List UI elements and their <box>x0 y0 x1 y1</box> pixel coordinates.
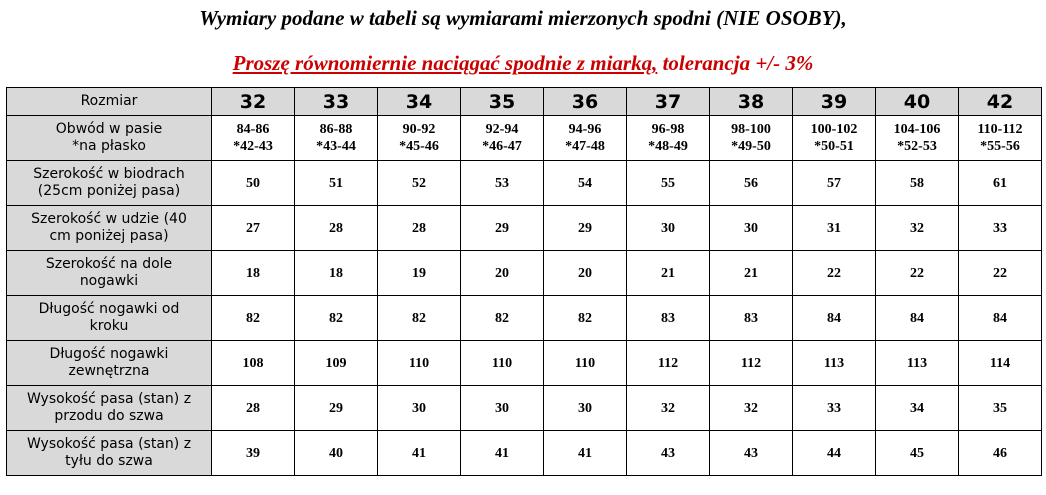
table-cell <box>212 161 295 206</box>
row-label <box>7 251 212 296</box>
row-label-line: Szerokość w biodrach <box>33 166 185 182</box>
table-cell <box>544 251 627 296</box>
table-cell <box>959 296 1042 341</box>
table-cell <box>544 116 627 161</box>
table-cell <box>876 296 959 341</box>
table-cell <box>710 296 793 341</box>
cell-value: 94-96 <box>568 122 602 137</box>
cell-value: 45 <box>910 445 924 461</box>
table-cell <box>295 386 378 431</box>
cell-value: 19 <box>412 265 426 281</box>
table-cell <box>959 161 1042 206</box>
table-cell <box>461 251 544 296</box>
row-label <box>7 386 212 431</box>
table-cell <box>710 161 793 206</box>
table-cell <box>378 341 461 386</box>
table-cell <box>212 296 295 341</box>
table-row <box>7 386 1042 431</box>
cell-value: 41 <box>495 445 509 461</box>
table-cell <box>876 161 959 206</box>
cell-value: 43 <box>661 445 675 461</box>
cell-value: 53 <box>495 175 509 191</box>
table-cell <box>378 161 461 206</box>
cell-value: 29 <box>495 220 509 236</box>
size-header-39: 39 <box>793 88 876 116</box>
cell-value: 40 <box>329 445 343 461</box>
table-row <box>7 296 1042 341</box>
table-cell <box>378 296 461 341</box>
table-cell <box>378 206 461 251</box>
table-cell <box>876 251 959 296</box>
table-cell <box>544 296 627 341</box>
cell-value: 90-92 <box>402 122 436 137</box>
cell-value: 96-98 <box>651 122 685 137</box>
row-label-line: nogawki <box>79 273 139 289</box>
cell-value: 30 <box>744 220 758 236</box>
cell-value: *47-48 <box>565 139 605 154</box>
cell-value: 114 <box>989 355 1011 371</box>
cell-value: 82 <box>246 310 260 326</box>
table-cell <box>544 431 627 476</box>
table-cell <box>461 116 544 161</box>
size-chart-table <box>6 87 1042 476</box>
table-cell <box>544 161 627 206</box>
table-cell <box>793 296 876 341</box>
table-cell <box>461 206 544 251</box>
cell-value: 57 <box>827 175 841 191</box>
table-cell <box>461 386 544 431</box>
cell-value: 30 <box>495 400 509 416</box>
table-cell <box>461 296 544 341</box>
table-cell <box>876 116 959 161</box>
table-cell <box>295 251 378 296</box>
cell-value: 113 <box>823 355 845 371</box>
cell-value: 100-102 <box>810 122 858 137</box>
heading-tolerance-text: tolerancja +/- 3% <box>657 51 814 75</box>
table-cell <box>212 386 295 431</box>
table-cell <box>544 206 627 251</box>
cell-value: *52-53 <box>897 139 937 154</box>
row-label-line: Długość nogawki <box>49 346 169 362</box>
cell-value: 50 <box>246 175 260 191</box>
cell-value: 61 <box>993 175 1007 191</box>
heading-measurement-note: Wymiary podane w tabeli są wymiarami mierzonych spodni (NIE OSOBY), <box>199 6 847 30</box>
table-cell <box>627 161 710 206</box>
cell-value: *42-43 <box>233 139 273 154</box>
cell-value: *45-46 <box>399 139 439 154</box>
size-header-37: 37 <box>627 88 710 116</box>
row-label <box>7 296 212 341</box>
cell-value: 92-94 <box>485 122 519 137</box>
cell-value: *48-49 <box>648 139 688 154</box>
table-cell <box>378 431 461 476</box>
cell-value: 32 <box>744 400 758 416</box>
cell-value: 82 <box>495 310 509 326</box>
table-cell <box>793 341 876 386</box>
table-row <box>7 116 1042 161</box>
cell-value: 84 <box>910 310 924 326</box>
size-header-35: 35 <box>461 88 544 116</box>
table-cell <box>295 116 378 161</box>
cell-value: 110 <box>574 355 596 371</box>
table-cell <box>212 116 295 161</box>
table-cell <box>959 251 1042 296</box>
cell-value: 21 <box>661 265 675 281</box>
cell-value: 30 <box>578 400 592 416</box>
cell-value: 83 <box>661 310 675 326</box>
row-label-line: kroku <box>89 318 129 334</box>
row-label-line: (25cm poniżej pasa) <box>37 183 181 199</box>
row-label <box>7 341 212 386</box>
table-cell <box>710 341 793 386</box>
cell-value: 29 <box>329 400 343 416</box>
size-header-33: 33 <box>295 88 378 116</box>
table-cell <box>461 431 544 476</box>
cell-value: 43 <box>744 445 758 461</box>
row-label <box>7 116 212 161</box>
table-cell <box>461 161 544 206</box>
cell-value: 58 <box>910 175 924 191</box>
cell-value: 113 <box>906 355 928 371</box>
cell-value: 29 <box>578 220 592 236</box>
cell-value: 22 <box>993 265 1007 281</box>
cell-value: 84 <box>993 310 1007 326</box>
cell-value: 82 <box>578 310 592 326</box>
cell-value: 30 <box>412 400 426 416</box>
cell-value: 46 <box>993 445 1007 461</box>
table-cell <box>461 341 544 386</box>
cell-value: 41 <box>578 445 592 461</box>
cell-value: 83 <box>744 310 758 326</box>
table-cell <box>627 251 710 296</box>
cell-value: 18 <box>329 265 343 281</box>
table-cell <box>710 116 793 161</box>
table-cell <box>710 206 793 251</box>
table-cell <box>876 206 959 251</box>
table-cell <box>212 206 295 251</box>
row-label-line: Obwód w pasie <box>55 121 163 137</box>
table-cell <box>544 386 627 431</box>
heading-tolerance-note <box>0 51 1046 76</box>
size-header-38: 38 <box>710 88 793 116</box>
cell-value: 56 <box>744 175 758 191</box>
cell-value: 51 <box>329 175 343 191</box>
cell-value: 86-88 <box>319 122 353 137</box>
cell-value: 31 <box>827 220 841 236</box>
row-label-line: Szerokość w udzie (40 <box>31 211 187 227</box>
table-row <box>7 206 1042 251</box>
cell-value: 28 <box>246 400 260 416</box>
table-cell <box>544 341 627 386</box>
size-header-label: Rozmiar <box>7 88 212 116</box>
cell-value: 39 <box>246 445 260 461</box>
row-label-line: przodu do szwa <box>54 408 164 424</box>
row-label-line: Wysokość pasa (stan) z <box>26 436 192 452</box>
table-cell <box>793 206 876 251</box>
cell-value: 108 <box>242 355 264 371</box>
cell-value: 22 <box>827 265 841 281</box>
row-label-line: Wysokość pasa (stan) z <box>26 391 192 407</box>
row-label-line: cm poniżej pasa) <box>49 228 169 244</box>
cell-value: 41 <box>412 445 426 461</box>
size-header-40: 40 <box>876 88 959 116</box>
cell-value: 109 <box>325 355 347 371</box>
cell-value: *46-47 <box>482 139 522 154</box>
cell-value: 110-112 <box>977 122 1023 137</box>
table-row <box>7 251 1042 296</box>
table-cell <box>295 206 378 251</box>
size-header-32: 32 <box>212 88 295 116</box>
table-cell <box>710 386 793 431</box>
cell-value: 32 <box>910 220 924 236</box>
table-cell <box>378 386 461 431</box>
size-header-row <box>7 88 1042 116</box>
cell-value: 110 <box>408 355 430 371</box>
row-label-line: tyłu do szwa <box>65 453 153 469</box>
cell-value: 27 <box>246 220 260 236</box>
table-cell <box>959 116 1042 161</box>
heading-instruction-underlined: Proszę równomiernie naciągać spodnie z miarką, <box>232 51 658 75</box>
cell-value: 82 <box>412 310 426 326</box>
table-cell <box>212 431 295 476</box>
table-cell <box>378 116 461 161</box>
cell-value: 110 <box>491 355 513 371</box>
cell-value: 44 <box>827 445 841 461</box>
table-cell <box>876 386 959 431</box>
cell-value: 104-106 <box>893 122 941 137</box>
cell-value: *43-44 <box>316 139 356 154</box>
cell-value: *50-51 <box>814 139 854 154</box>
table-cell <box>793 386 876 431</box>
table-cell <box>295 431 378 476</box>
table-cell <box>959 341 1042 386</box>
table-cell <box>627 296 710 341</box>
table-cell <box>212 251 295 296</box>
table-cell <box>959 431 1042 476</box>
cell-value: 28 <box>329 220 343 236</box>
cell-value: *49-50 <box>731 139 771 154</box>
table-cell <box>627 206 710 251</box>
table-cell <box>959 386 1042 431</box>
cell-value: 18 <box>246 265 260 281</box>
row-label-line: zewnętrzna <box>68 363 150 379</box>
cell-value: 32 <box>661 400 675 416</box>
cell-value: 22 <box>910 265 924 281</box>
table-row <box>7 431 1042 476</box>
table-cell <box>627 116 710 161</box>
cell-value: 30 <box>661 220 675 236</box>
table-cell <box>627 386 710 431</box>
cell-value: 55 <box>661 175 675 191</box>
row-label <box>7 431 212 476</box>
table-cell <box>793 161 876 206</box>
row-label-line: Szerokość na dole <box>45 256 173 272</box>
table-cell <box>212 341 295 386</box>
cell-value: 21 <box>744 265 758 281</box>
cell-value: 84 <box>827 310 841 326</box>
cell-value: 54 <box>578 175 592 191</box>
cell-value: 84-86 <box>236 122 270 137</box>
table-cell <box>295 341 378 386</box>
cell-value: 35 <box>993 400 1007 416</box>
cell-value: 52 <box>412 175 426 191</box>
cell-value: 28 <box>412 220 426 236</box>
table-cell <box>627 341 710 386</box>
table-cell <box>710 431 793 476</box>
cell-value: 33 <box>993 220 1007 236</box>
cell-value: 20 <box>495 265 509 281</box>
table-cell <box>959 206 1042 251</box>
cell-value: 98-100 <box>731 122 771 137</box>
table-cell <box>793 116 876 161</box>
table-cell <box>876 431 959 476</box>
table-cell <box>378 251 461 296</box>
table-row <box>7 341 1042 386</box>
cell-value: 112 <box>657 355 679 371</box>
table-cell <box>295 296 378 341</box>
cell-value: 33 <box>827 400 841 416</box>
cell-value: 20 <box>578 265 592 281</box>
cell-value: *55-56 <box>980 139 1020 154</box>
table-cell <box>295 161 378 206</box>
row-label-line: Długość nogawki od <box>38 301 180 317</box>
table-cell <box>876 341 959 386</box>
table-row <box>7 161 1042 206</box>
cell-value: 34 <box>910 400 924 416</box>
cell-value: 112 <box>740 355 762 371</box>
size-header-34: 34 <box>378 88 461 116</box>
table-cell <box>793 251 876 296</box>
size-header-36: 36 <box>544 88 627 116</box>
table-cell <box>710 251 793 296</box>
cell-value: 82 <box>329 310 343 326</box>
table-cell <box>627 431 710 476</box>
row-label <box>7 161 212 206</box>
size-header-42: 42 <box>959 88 1042 116</box>
table-cell <box>793 431 876 476</box>
row-label-line: *na płasko <box>72 138 146 154</box>
row-label <box>7 206 212 251</box>
